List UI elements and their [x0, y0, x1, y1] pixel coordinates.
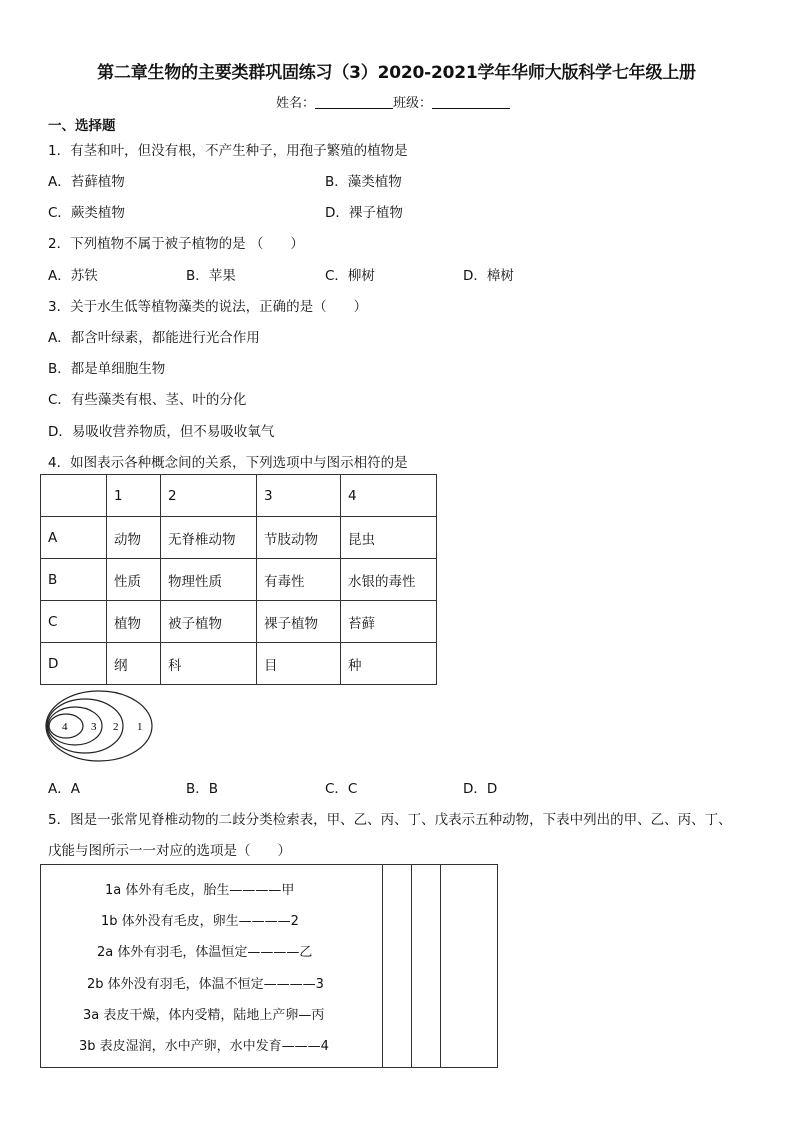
concept-table — [40, 474, 437, 685]
q1-option-b: B．藻类植物 — [325, 174, 402, 190]
key-column-divider — [440, 865, 441, 1067]
section-heading: 一、选择题 — [48, 118, 116, 134]
key-column-divider — [411, 865, 412, 1067]
table-cell: 目 — [257, 643, 341, 685]
table-cell: 昆虫 — [341, 517, 437, 559]
q4-option-b: B．B — [186, 781, 219, 797]
q2-option-c: C．柳树 — [325, 268, 375, 284]
table-cell: 苔藓 — [341, 601, 437, 643]
key-line: 2a 体外有羽毛，体温恒定————乙 — [97, 945, 313, 960]
key-line: 1b 体外没有毛皮，卵生————2 — [101, 914, 299, 929]
table-header-cell: 3 — [257, 475, 341, 517]
table-cell: 裸子植物 — [257, 601, 341, 643]
q3-option-b: B．都是单细胞生物 — [48, 361, 166, 377]
q3-option-d: D．易吸收营养物质，但不易吸收氧气 — [48, 424, 275, 440]
table-cell: 科 — [161, 643, 257, 685]
nested-circles-diagram — [45, 690, 157, 762]
q1-option-d: D．裸子植物 — [325, 205, 403, 221]
q3-stem: 3．关于水生低等植物藻类的说法，正确的是（ ） — [48, 299, 368, 315]
table-cell: 植物 — [107, 601, 161, 643]
table-row — [41, 601, 437, 643]
circle-label-1: 1 — [137, 721, 143, 733]
q1-stem: 1．有茎和叶，但没有根，不产生种子，用孢子繁殖的植物是 — [48, 143, 408, 159]
table-cell: 性质 — [107, 559, 161, 601]
q4-option-d: D．D — [463, 781, 498, 797]
q3-option-c: C．有些藻类有根、茎、叶的分化 — [48, 392, 247, 408]
table-header-cell: 1 — [107, 475, 161, 517]
table-cell: C — [41, 601, 107, 643]
table-row — [41, 643, 437, 685]
key-line: 2b 体外没有羽毛，体温不恒定————3 — [87, 977, 324, 992]
q5-stem-line1: 5．图是一张常见脊椎动物的二歧分类检索表，甲、乙、丙、丁、戊表示五种动物，下表中列出的甲、乙、丙、丁、 — [48, 812, 732, 828]
class-blank[interactable] — [432, 95, 510, 109]
key-line: 1a 体外有毛皮，胎生————甲 — [105, 883, 295, 898]
table-cell: B — [41, 559, 107, 601]
table-row — [41, 559, 437, 601]
circle-label-2: 2 — [113, 721, 119, 733]
table-cell: 节肢动物 — [257, 517, 341, 559]
table-cell: D — [41, 643, 107, 685]
q1-option-c: C．蕨类植物 — [48, 205, 125, 221]
table-cell: 无脊椎动物 — [161, 517, 257, 559]
student-info — [276, 92, 510, 111]
key-line: 3a 表皮干燥，体内受精，陆地上产卵—丙 — [83, 1008, 325, 1023]
q2-option-b: B．苹果 — [186, 268, 236, 284]
class-label: 班级： — [393, 96, 433, 111]
q4-stem: 4．如图表示各种概念间的关系，下列选项中与图示相符的是 — [48, 455, 408, 471]
name-label: 姓名： — [276, 96, 316, 111]
table-cell: A — [41, 517, 107, 559]
q4-option-c: C．C — [325, 781, 358, 797]
q2-option-a: A．苏铁 — [48, 268, 98, 284]
table-cell: 有毒性 — [257, 559, 341, 601]
circle-label-4: 4 — [62, 721, 68, 733]
table-header-cell — [41, 475, 107, 517]
q2-option-d: D．樟树 — [463, 268, 514, 284]
circle-label-3: 3 — [91, 721, 97, 733]
circle-2 — [47, 699, 123, 753]
q3-option-a: A．都含叶绿素，都能进行光合作用 — [48, 330, 260, 346]
table-cell: 被子植物 — [161, 601, 257, 643]
key-line: 3b 表皮湿润，水中产卵，水中发育———4 — [79, 1039, 329, 1054]
table-header-cell: 4 — [341, 475, 437, 517]
table-cell: 种 — [341, 643, 437, 685]
dichotomous-key-table — [40, 864, 498, 1068]
key-column-divider — [382, 865, 383, 1067]
table-header-row — [41, 475, 437, 517]
table-cell: 纲 — [107, 643, 161, 685]
q1-option-a: A．苔藓植物 — [48, 174, 125, 190]
table-cell: 动物 — [107, 517, 161, 559]
table-cell: 物理性质 — [161, 559, 257, 601]
q5-stem-line2: 戊能与图所示一一对应的选项是（ ） — [48, 843, 291, 859]
q2-stem: 2．下列植物不属于被子植物的是 （ ） — [48, 236, 304, 252]
table-cell: 水银的毒性 — [341, 559, 437, 601]
q4-option-a: A．A — [48, 781, 80, 797]
page-title: 第二章生物的主要类群巩固练习（3）2020-2021学年华师大版科学七年级上册 — [97, 63, 696, 83]
table-row — [41, 517, 437, 559]
table-header-cell: 2 — [161, 475, 257, 517]
name-blank[interactable] — [315, 95, 393, 109]
